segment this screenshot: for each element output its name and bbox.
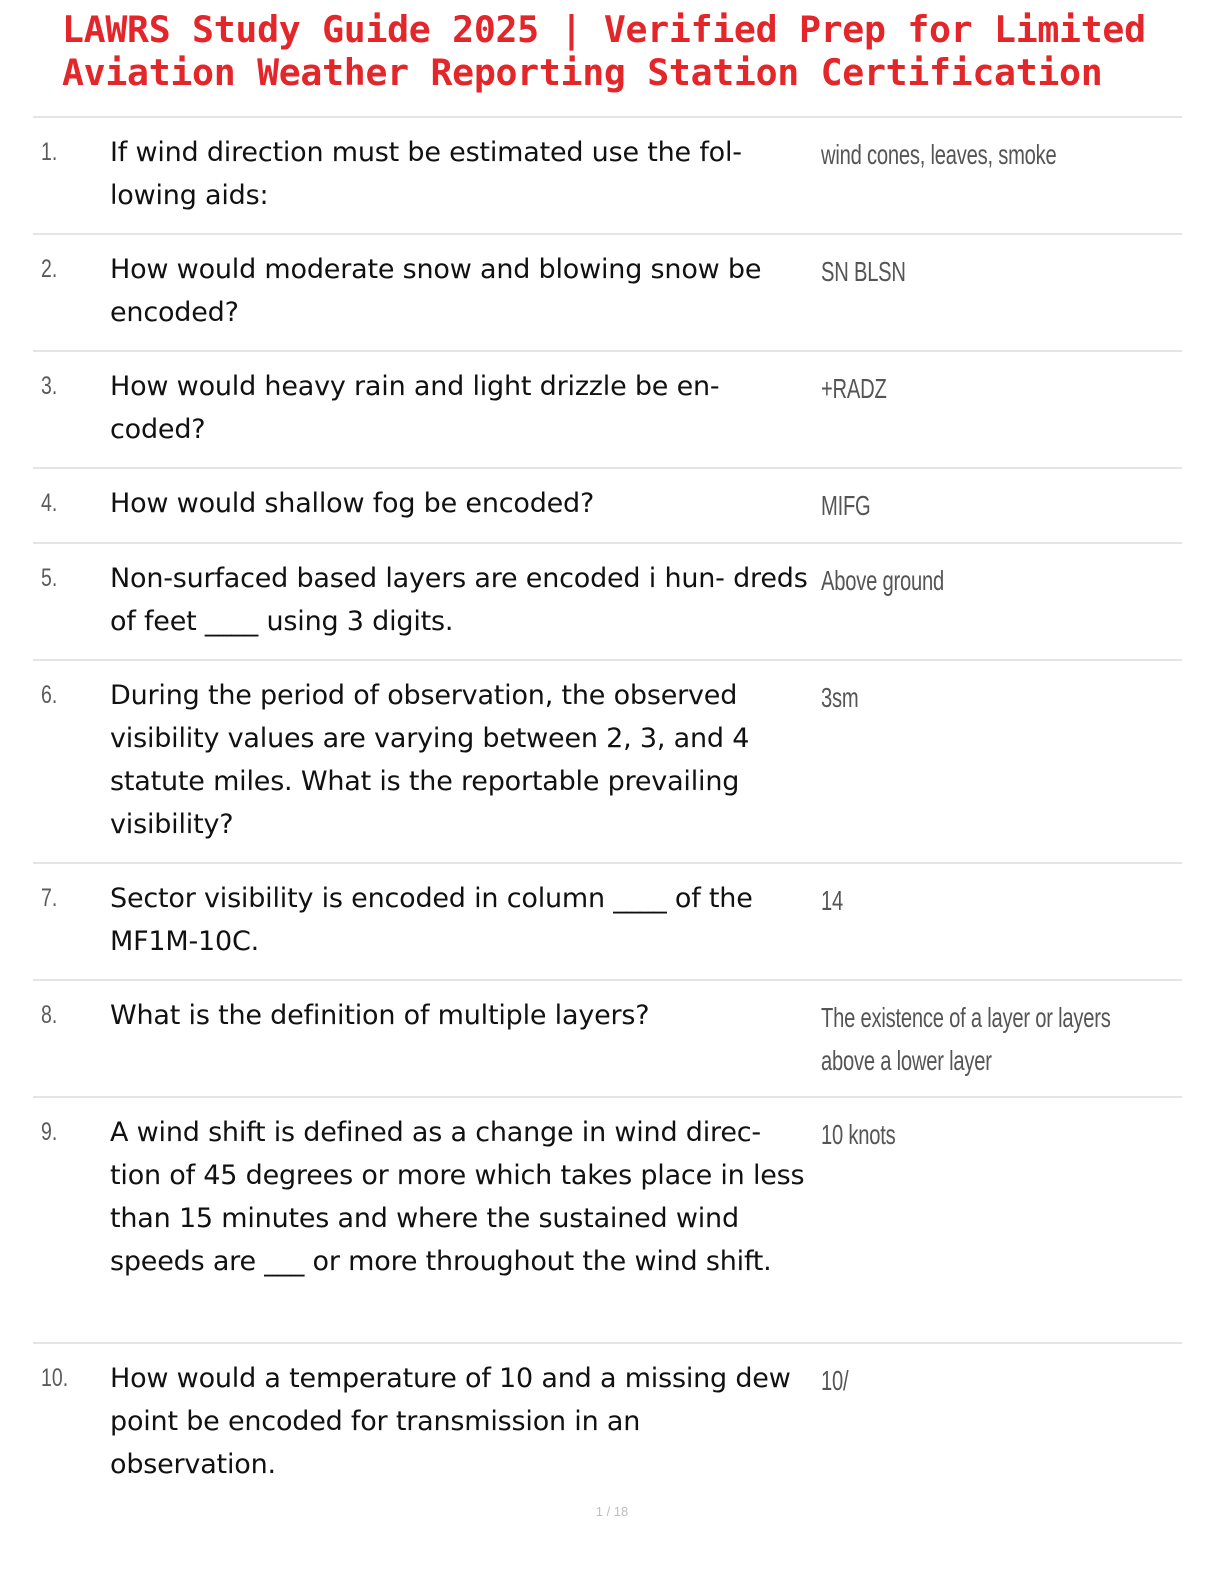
item-number: 7. [41, 884, 58, 912]
item-question: Non-surfaced based layers are encoded i hun- dreds of feet ____ using 3 digits. [110, 563, 808, 637]
item-number: 5. [41, 564, 58, 592]
item-number: 6. [41, 681, 58, 709]
item-question: How would heavy rain and light drizzle be en- coded? [110, 371, 720, 445]
item-answer: MIFG [821, 490, 871, 521]
list-item [33, 544, 1182, 661]
item-number: 2. [41, 255, 58, 283]
item-number: 10. [41, 1364, 69, 1392]
item-number: 1. [41, 138, 58, 166]
item-question: Sector visibility is encoded in column ____ of the MF1M-10C. [110, 883, 753, 957]
item-question: A wind shift is defined as a change in wind direc- tion of 45 degrees or more which takes place in less than 15 minutes and where the sustained wind speeds are ___ or more throughout the wind shift. [110, 1117, 805, 1277]
item-answer: 10/ [821, 1365, 849, 1396]
list-item [33, 352, 1182, 469]
list-item [33, 864, 1182, 981]
list-item [33, 661, 1182, 864]
item-number: 4. [41, 489, 58, 517]
document-title: LAWRS Study Guide 2025 | Verified Prep for Limited Aviation Weather Reporting Station Certification [62, 8, 1146, 94]
question-answer-list [33, 116, 1182, 1494]
item-answer: 14 [821, 885, 843, 916]
item-answer: Above ground [821, 565, 944, 596]
list-item [33, 469, 1182, 544]
list-item [33, 981, 1182, 1098]
list-item [33, 118, 1182, 235]
item-answer: The existence of a layer or layers above a lower layer [821, 1002, 1111, 1076]
item-question: How would a temperature of 10 and a missing dew point be encoded for transmission in an observation. [110, 1363, 791, 1480]
item-question: How would shallow fog be encoded? [110, 488, 595, 519]
item-question: What is the definition of multiple layers? [110, 1000, 650, 1031]
item-number: 8. [41, 1001, 58, 1029]
item-answer: 10 knots [821, 1119, 896, 1150]
list-item [33, 235, 1182, 352]
page-indicator: 1 / 18 [595, 1504, 629, 1519]
item-answer: +RADZ [821, 373, 887, 404]
item-number: 9. [41, 1118, 58, 1146]
item-number: 3. [41, 372, 58, 400]
list-item [33, 1098, 1182, 1344]
item-question: How would moderate snow and blowing snow be encoded? [110, 254, 762, 328]
item-question: If wind direction must be estimated use the fol- lowing aids: [110, 137, 742, 211]
item-answer: 3sm [821, 682, 859, 713]
list-item [33, 1344, 1182, 1494]
item-answer: wind cones, leaves, smoke [821, 139, 1057, 170]
item-answer: SN BLSN [821, 256, 906, 287]
item-question: During the period of observation, the observed visibility values are varying between 2, 3, and 4 statute miles. What is the reportable prevailing visibility? [110, 680, 750, 840]
